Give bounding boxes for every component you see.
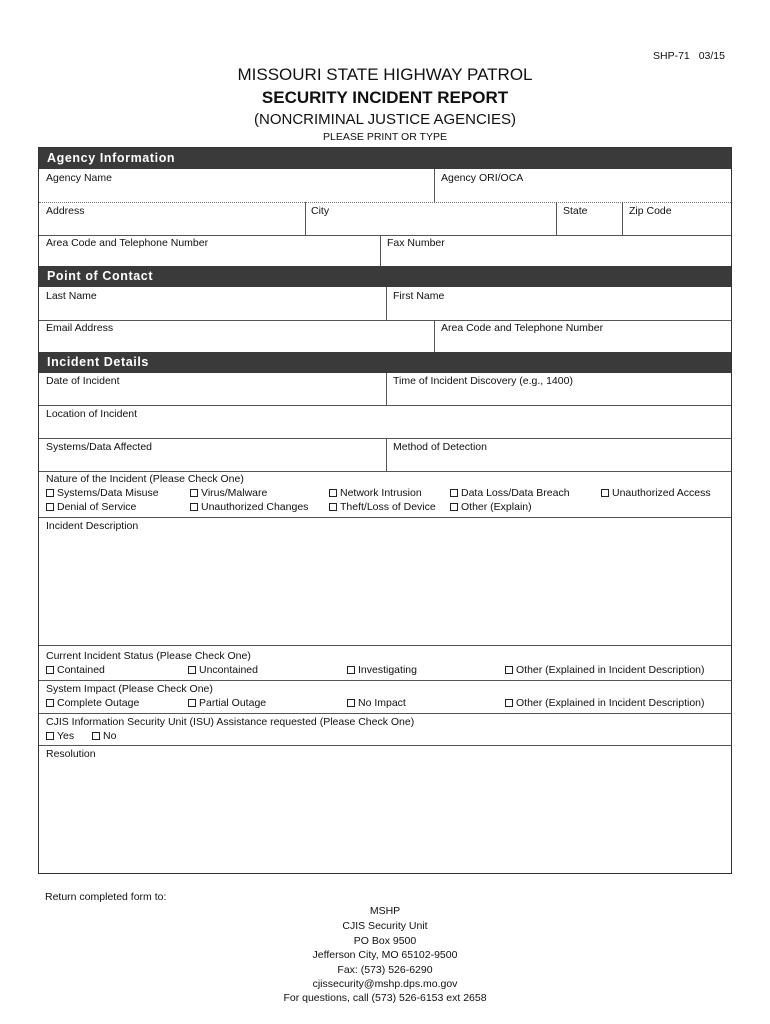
- agency-title: MISSOURI STATE HIGHWAY PATROL: [237, 65, 533, 84]
- last-name-field[interactable]: Last Name: [46, 290, 97, 302]
- form-date: 03/15: [698, 50, 725, 62]
- divider: [386, 438, 387, 471]
- checkbox-icon: [46, 503, 54, 511]
- checkbox-icon: [505, 699, 513, 707]
- print-instruction: PLEASE PRINT OR TYPE: [323, 131, 447, 143]
- divider: [556, 202, 557, 235]
- checkbox-virus-malware[interactable]: Virus/Malware: [190, 487, 267, 499]
- checkbox-partial-outage[interactable]: Partial Outage: [188, 697, 266, 709]
- address-field[interactable]: Address: [46, 205, 85, 217]
- time-of-discovery-field[interactable]: Time of Incident Discovery (e.g., 1400): [393, 375, 573, 387]
- systems-affected-field[interactable]: Systems/Data Affected: [46, 441, 153, 453]
- agency-phone-field[interactable]: Area Code and Telephone Number: [46, 237, 209, 249]
- row-divider: [39, 405, 731, 406]
- zip-field[interactable]: Zip Code: [629, 205, 672, 217]
- divider: [386, 373, 387, 405]
- checkbox-denial-of-service[interactable]: Denial of Service: [46, 501, 136, 513]
- page-subtitle: (NONCRIMINAL JUSTICE AGENCIES): [254, 111, 516, 128]
- footer-line: MSHP: [369, 905, 401, 917]
- row-divider: [39, 438, 731, 439]
- checkbox-network-intrusion[interactable]: Network Intrusion: [329, 487, 422, 499]
- checkbox-icon: [188, 699, 196, 707]
- method-of-detection-field[interactable]: Method of Detection: [393, 441, 487, 453]
- row-divider: [39, 713, 731, 714]
- location-field[interactable]: Location of Incident: [46, 408, 138, 420]
- row-divider: [39, 320, 731, 321]
- checkbox-icon: [505, 666, 513, 674]
- divider: [434, 320, 435, 352]
- divider: [434, 169, 435, 202]
- checkbox-icon: [46, 699, 54, 707]
- divider: [622, 202, 623, 235]
- contact-phone-field[interactable]: Area Code and Telephone Number: [441, 322, 604, 334]
- checkbox-unauthorized-access[interactable]: Unauthorized Access: [601, 487, 711, 499]
- checkbox-systems-data-misuse[interactable]: Systems/Data Misuse: [46, 487, 159, 499]
- divider: [380, 235, 381, 266]
- checkbox-icon: [329, 503, 337, 511]
- checkbox-status-other[interactable]: Other (Explained in Incident Description): [505, 664, 705, 676]
- date-of-incident-field[interactable]: Date of Incident: [46, 375, 120, 387]
- checkbox-icon: [92, 732, 100, 740]
- resolution-field[interactable]: Resolution: [46, 748, 96, 760]
- section-point-of-contact: Point of Contact: [39, 266, 731, 287]
- footer-line: Fax: (573) 526-6290: [337, 964, 433, 976]
- incident-form: [38, 147, 732, 874]
- checkbox-icon: [190, 489, 198, 497]
- checkbox-other-explain[interactable]: Other (Explain): [450, 501, 532, 513]
- row-divider: [39, 645, 731, 646]
- checkbox-uncontained[interactable]: Uncontained: [188, 664, 258, 676]
- checkbox-theft-loss-device[interactable]: Theft/Loss of Device: [329, 501, 436, 513]
- checkbox-icon: [347, 666, 355, 674]
- divider: [386, 287, 387, 320]
- state-field[interactable]: State: [563, 205, 588, 217]
- row-divider: [39, 745, 731, 746]
- footer-line: Jefferson City, MO 65102-9500: [312, 949, 458, 961]
- checkbox-yes[interactable]: Yes: [46, 730, 74, 742]
- checkbox-icon: [188, 666, 196, 674]
- checkbox-icon: [329, 489, 337, 497]
- nature-label: Nature of the Incident (Please Check One): [46, 473, 244, 485]
- checkbox-investigating[interactable]: Investigating: [347, 664, 417, 676]
- checkbox-contained[interactable]: Contained: [46, 664, 105, 676]
- checkbox-icon: [347, 699, 355, 707]
- row-divider: [39, 517, 731, 518]
- checkbox-impact-other[interactable]: Other (Explained in Incident Description): [505, 697, 705, 709]
- checkbox-icon: [601, 489, 609, 497]
- row-divider: [39, 235, 731, 236]
- checkbox-icon: [46, 732, 54, 740]
- checkbox-icon: [190, 503, 198, 511]
- impact-label: System Impact (Please Check One): [46, 683, 213, 695]
- row-divider: [39, 471, 731, 472]
- city-field[interactable]: City: [311, 205, 330, 217]
- form-number: SHP-71: [653, 50, 690, 62]
- footer-line: For questions, call (573) 526-6153 ext 2658: [283, 992, 487, 1004]
- incident-description-field[interactable]: Incident Description: [46, 520, 139, 532]
- form-number-line: [653, 50, 725, 62]
- return-label: Return completed form to:: [45, 891, 167, 903]
- agency-name-field[interactable]: Agency Name: [46, 172, 112, 184]
- footer-line: PO Box 9500: [353, 935, 417, 947]
- status-label: Current Incident Status (Please Check One): [46, 650, 251, 662]
- fax-field[interactable]: Fax Number: [387, 237, 445, 249]
- divider: [305, 202, 306, 235]
- isu-label: CJIS Information Security Unit (ISU) Assistance requested (Please Check One): [46, 716, 415, 728]
- checkbox-unauthorized-changes[interactable]: Unauthorized Changes: [190, 501, 308, 513]
- footer-line: CJIS Security Unit: [342, 920, 428, 932]
- checkbox-no[interactable]: No: [92, 730, 116, 742]
- section-incident-details: Incident Details: [39, 352, 731, 373]
- checkbox-data-loss-breach[interactable]: Data Loss/Data Breach: [450, 487, 570, 499]
- checkbox-icon: [450, 489, 458, 497]
- section-agency-information: Agency Information: [39, 148, 731, 169]
- row-divider: [39, 202, 731, 203]
- email-field[interactable]: Email Address: [46, 322, 114, 334]
- checkbox-complete-outage[interactable]: Complete Outage: [46, 697, 139, 709]
- row-divider: [39, 680, 731, 681]
- agency-ori-field[interactable]: Agency ORI/OCA: [441, 172, 524, 184]
- footer-email-link[interactable]: cjissecurity@mshp.dps.mo.gov: [312, 978, 458, 990]
- checkbox-no-impact[interactable]: No Impact: [347, 697, 406, 709]
- checkbox-icon: [450, 503, 458, 511]
- checkbox-icon: [46, 666, 54, 674]
- checkbox-icon: [46, 489, 54, 497]
- page-title: SECURITY INCIDENT REPORT: [261, 88, 509, 107]
- first-name-field[interactable]: First Name: [393, 290, 445, 302]
